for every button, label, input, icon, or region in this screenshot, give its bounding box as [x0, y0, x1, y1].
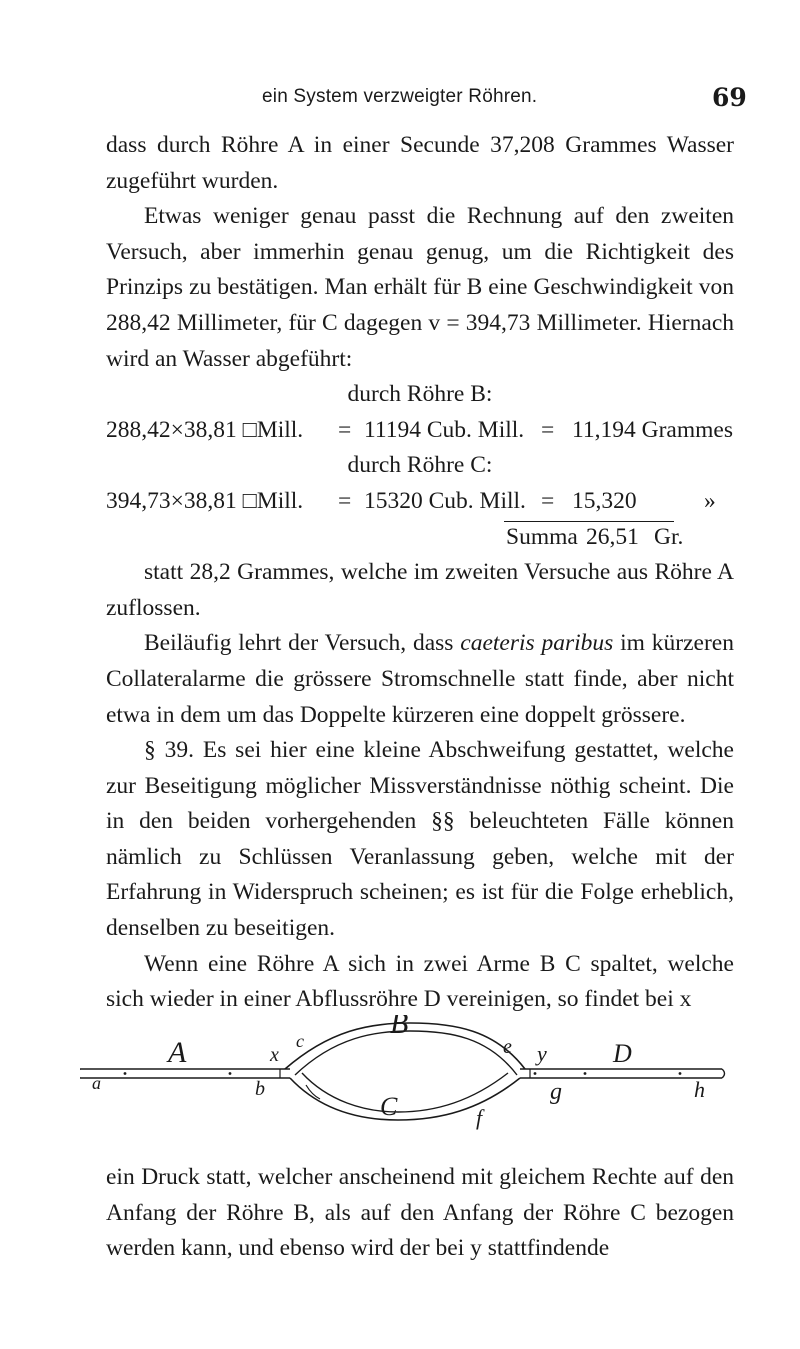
calc-c-eq2: = [541, 487, 555, 514]
calc-c-mid: 15320 Cub. Mill. [364, 487, 526, 514]
label-c-small: c [296, 1031, 304, 1051]
label-f: f [476, 1105, 483, 1130]
calc-b-eq2: = [541, 416, 555, 443]
paragraph-4-start: Beiläufig lehrt der Versuch, dass [144, 630, 454, 657]
page-number: 69 [712, 83, 747, 112]
paragraph-1: dass durch Röhre A in einer Secunde 37,208 Grammes Wasser zugeführt wurden. [106, 132, 734, 194]
label-a: A [168, 1036, 187, 1069]
paragraph-6: Wenn eine Röhre A sich in zwei Arme B C spaltet, welche sich wieder in einer Abflussröhre D vereinigen, so findet bei x [106, 950, 734, 1013]
label-y: y [537, 1041, 547, 1066]
paragraph-5: § 39. Es sei hier eine kleine Abschweifung gestattet, welche zur Beseitigung möglicher Missverständnisse nöthig scheint. Die in den beiden vorhergehenden §§ beleuchteten Fälle können nämlich zu Schlüssen Veranlassung geben, welche mit der Erfahrung in Widerspruch scheinen; es ist für die Folge erheblich, denselben zu beseitigen. [106, 737, 734, 942]
label-b-small: b [255, 1078, 265, 1100]
flow-dot [534, 1072, 537, 1075]
label-h: h [694, 1077, 705, 1102]
paragraph-4-end: im kürzeren Collateralarme die grössere Stromschnelle statt finde, aber nicht etwa in dem um das Doppelte kürzeren eine doppelt grössere. [106, 630, 734, 728]
calc-b-rhs: 11,194 Grammes [572, 416, 733, 443]
flow-dot [124, 1072, 127, 1075]
label-e: e [503, 1036, 512, 1058]
calc-b-mid: 11194 Cub. Mill. [364, 416, 525, 443]
calc-c-rhs: 15,320 [572, 487, 637, 514]
calc-c-eq1: = [338, 487, 352, 514]
calc-c-lhs: 394,73×38,81 □Mill. [106, 487, 304, 514]
paragraph-7: ein Druck statt, welcher anscheinend mit gleichem Rechte auf den Anfang der Röhre B, als auf den Anfang der Röhre C bezogen werden kann, und ebenso wird der bei y stattfindende [106, 1164, 734, 1262]
label-x: x [270, 1044, 279, 1066]
flow-dot [584, 1072, 587, 1075]
calc-b-lhs: 288,42×38,81 □Mill. [106, 416, 304, 443]
label-d: D [613, 1039, 632, 1068]
flow-dot [229, 1072, 232, 1075]
label-a-small: a [92, 1073, 101, 1093]
page-header [0, 84, 800, 114]
flow-dot [679, 1072, 682, 1075]
paragraph-2: Etwas weniger genau passt die Rechnung auf den zweiten Versuch, aber immerhin genau genug, um die Richtigkeit des Prinzips zu bestätigen. Man erhält für B eine Geschwindigkeit von 288,42 Millimeter, für C dagegen v = 394,73 Millimeter. Hiernach wird an Wasser abgeführt: [106, 203, 734, 372]
sum-value: 26,51 [586, 523, 639, 550]
paragraph-3: statt 28,2 Grammes, welche im zweiten Versuche aus Röhre A zuflossen. [106, 559, 734, 621]
calc-row-b [106, 413, 734, 449]
tube-diagram-svg [80, 1015, 750, 1130]
label-c: C [380, 1092, 398, 1121]
tail-text [106, 1160, 734, 1267]
body-text [106, 128, 734, 1018]
calc-row-c [106, 484, 734, 520]
calc-c-ditto: » [704, 487, 716, 514]
label-g: g [550, 1079, 562, 1105]
label-b: B [390, 1015, 409, 1040]
sum-unit: Gr. [654, 523, 684, 550]
sum-label: Summa [506, 523, 578, 550]
latin-phrase: caeteris paribus [460, 630, 614, 657]
tube-diagram [80, 1015, 750, 1130]
calc-label-b: durch Röhre B: [347, 381, 493, 408]
pipe-d-end [722, 1069, 725, 1078]
running-title: ein System verzweigter Röhren. [262, 86, 538, 107]
calc-b-eq1: = [338, 416, 352, 443]
calc-sum-row [106, 520, 734, 556]
paragraph-4 [106, 626, 734, 733]
calc-label-c: durch Röhre C: [347, 452, 493, 479]
branch-c-outer [290, 1078, 520, 1120]
